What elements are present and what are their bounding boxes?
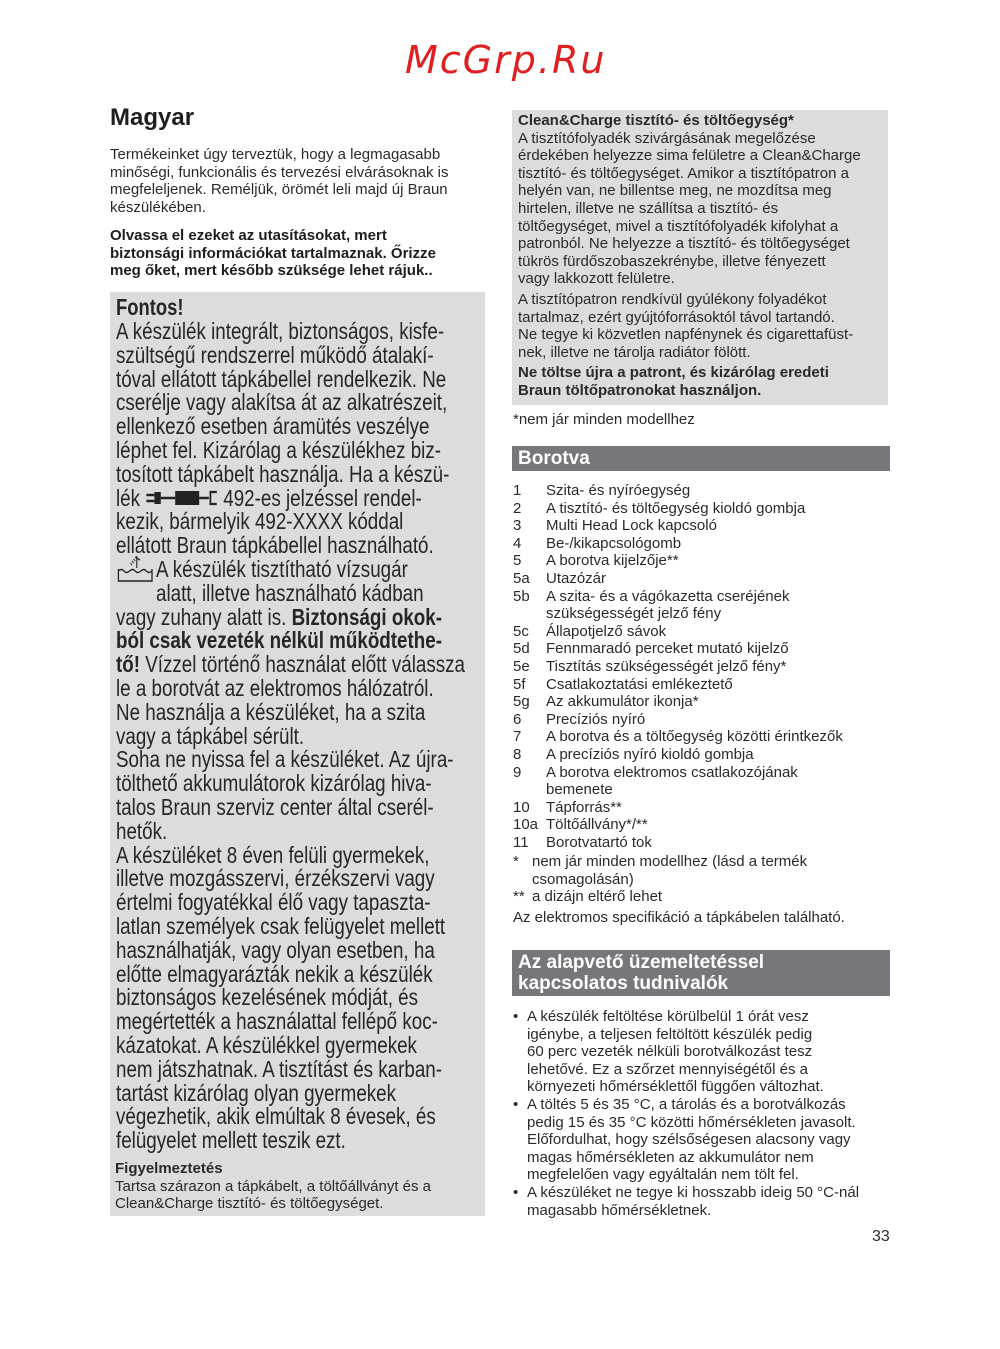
part-number: 8 (513, 745, 522, 763)
text-line: megfeleljenek. Reméljük, örömét leli majd új Braun (110, 181, 448, 199)
text-line: tartást kizárólag olyan gyermekek (116, 1079, 397, 1106)
text-line: hirtelen, illetve ne szállítsa a tisztító- és (518, 199, 779, 217)
text-line: nek, illetve ne tárolja radiátor fölött. (518, 343, 751, 361)
part-item (513, 570, 843, 588)
text-line: cserélje vagy alakítsa át az alkatrészeit, (116, 389, 448, 416)
text-line: A szita- és a vágókazetta cseréjének (546, 587, 790, 605)
text-line: előtte elmagyarázták nekik a készülék (116, 960, 433, 987)
text-line (116, 579, 484, 606)
part-number: 5b (513, 587, 530, 605)
important-text (116, 320, 484, 1153)
part-label (546, 658, 786, 676)
text-line: tisztító- és töltőegységet. Amikor a tisztítópatron a (518, 164, 849, 182)
part-label (546, 728, 843, 746)
clean-charge-box (512, 110, 888, 405)
part-label (546, 535, 681, 553)
part-label (546, 799, 622, 817)
watermark: McGrp.Ru (405, 38, 607, 82)
clean-charge-heading: Clean&Charge tisztító- és töltőegység* (518, 112, 794, 129)
bullet-icon: • (513, 1095, 519, 1113)
text-line: 60 perc vezeték nélküli borotválkozást tesz (527, 1043, 813, 1061)
part-number: 2 (513, 499, 522, 517)
part-item (513, 746, 843, 764)
text-line: vagy a tápkábel sérült. (116, 722, 305, 749)
part-number: 11 (513, 833, 529, 851)
text-line: Csatlakoztatási emlékeztető (546, 675, 733, 693)
text-line: kázatokat. A készülékkel gyermekek (116, 1031, 417, 1058)
text-line: Töltőállvány*/** (546, 816, 648, 834)
text-line: tartalmaz, ezért gyújtóforrásoktól távol tartandó. (518, 308, 835, 326)
text-line: Szita- és nyíróegység (546, 482, 691, 499)
part-item (513, 640, 843, 658)
clean-charge-paragraph-3 (518, 364, 861, 399)
text-line: illetve mozgásszervi, érzékszervi vagy (116, 865, 435, 892)
part-label (546, 588, 789, 623)
indent (116, 587, 156, 601)
text-line: használhatják, vagy olyan esetben, ha (116, 936, 435, 963)
text-line: végezhetik, akik elmúltak 8 évesek, és (116, 1103, 436, 1130)
text-line: nem játszhatnak. A tisztítást és karban- (116, 1055, 443, 1082)
important-safety-box (110, 292, 485, 1216)
text-line: léphet fel. Kizárólag a készülékhez biz- (116, 436, 441, 463)
parts-list (513, 482, 843, 851)
text-line: patronból. Ne helyezze a tisztító- és töltőegységet (518, 235, 850, 253)
text-line: szültségű rendszerrel működő átalakí- (116, 341, 434, 368)
text-line (116, 484, 484, 511)
text-line: tosított tápkábelt használja. Ha a készü- (116, 460, 450, 487)
text-line: helyén van, ne billentse meg, ne mozdítsa meg (518, 182, 832, 200)
text-line: kapcsolatos tudnivalók (518, 973, 729, 994)
part-item (513, 517, 843, 535)
part-label (546, 570, 606, 588)
text-line: Borotvatartó tok (546, 833, 652, 851)
part-item (513, 588, 843, 623)
part-label (546, 482, 690, 500)
text-line: megfelelően vagy egyáltalán nem tölt fel. (527, 1166, 799, 1184)
text-line: A borotva kijelzője** (546, 552, 679, 570)
text-segment: lék (116, 484, 141, 511)
part-number: 5e (513, 657, 530, 675)
part-label (546, 834, 652, 852)
water-bath-icon (116, 563, 156, 577)
text-line: igénybe, a teljesen feltöltött készülék pedig (527, 1025, 813, 1043)
bullet-icon: • (513, 1183, 519, 1201)
text-line: csomagolásán) (532, 870, 634, 888)
text-line: Ne használja a készüléket, ha a szita (116, 698, 426, 725)
part-item (513, 799, 843, 817)
text-line: kezik, bármelyik 492-XXXX kóddal (116, 508, 404, 535)
warning-heading: Figyelmeztetés (115, 1160, 223, 1177)
part-item (513, 552, 843, 570)
part-number: 5a (513, 569, 530, 587)
text-line: Braun töltőpatronokat használjon. (518, 381, 762, 399)
part-number: 7 (513, 728, 522, 746)
text-line (116, 555, 484, 582)
page-title: Magyar (110, 104, 195, 131)
text-line: Multi Head Lock kapcsoló (546, 517, 717, 535)
text-line: Az alapvető üzemeltetéssel (518, 952, 765, 973)
bullet-text (527, 1184, 859, 1219)
text-line: tükrös fürdőszobaszekrénybe, illetve fényezett (518, 252, 826, 270)
part-label (546, 746, 754, 764)
text-line: Állapotjelző sávok (546, 622, 667, 640)
part-number: 9 (513, 763, 522, 781)
text-line: hetők. (116, 817, 168, 844)
footnote-text (532, 853, 807, 888)
text-line: bemenete (546, 781, 613, 799)
text-line: A tisztító- és töltőegység kioldó gombja (546, 499, 806, 517)
text-line (116, 629, 484, 653)
text-line: A készülék feltöltése körülbelül 1 órát vesz (527, 1008, 809, 1025)
text-line: A töltés 5 és 35 °C, a tárolás és a borotválkozás (527, 1095, 846, 1113)
part-item (513, 728, 843, 746)
part-number: 10 (513, 798, 530, 816)
text-line: pedig 15 és 35 °C közötti hőmérsékleten javasolt. (527, 1113, 856, 1131)
text-line: A készüléket 8 éven felüli gyermekek, (116, 841, 430, 868)
warning-section (115, 1160, 431, 1213)
part-item (513, 658, 843, 676)
text-line: Clean&Charge tisztító- és töltőegységet. (115, 1195, 384, 1213)
part-item (513, 693, 843, 711)
part-item (513, 816, 843, 834)
section-heading-borotva: Borotva (512, 446, 890, 471)
parts-footnotes (513, 853, 845, 926)
text-line: ellátott Braun tápkábellel használható. (116, 532, 434, 559)
text-line: magasabb hőmérsékletnek. (527, 1201, 712, 1219)
text-line (116, 653, 484, 677)
text-line: környezeti hőmérséklettől függően változhat. (527, 1078, 824, 1096)
part-number: 10a (513, 816, 539, 834)
important-heading: Fontos! (116, 294, 184, 320)
text-line: Soha ne nyissa fel a készüléket. Az újra- (116, 746, 454, 773)
intro-paragraph (110, 146, 490, 216)
text-line: tölthető akkumulátorok kizárólag hiva- (116, 770, 432, 797)
part-number: 5f (513, 675, 526, 693)
text-segment: vagy zuhany alatt is. (116, 603, 292, 630)
text-line: értelmi fogyatékkal élő vagy tapaszta- (116, 889, 431, 916)
model-footnote: *nem jár minden modellhez (513, 411, 695, 428)
warning-text (115, 1178, 431, 1213)
bold-text: tő! (116, 651, 141, 678)
text-segment: 492-es jelzéssel rendel- (223, 484, 422, 511)
text-line: biztonsági információkat tartalmaznak. Őrizze (110, 244, 436, 262)
bullet-icon: • (513, 1008, 519, 1025)
electrical-spec-note: Az elektromos specifikáció a tápkábelen található. (513, 908, 845, 926)
text-line: biztonságos kezelésének módját, és (116, 984, 419, 1011)
bullet-item (513, 1096, 859, 1184)
part-number: 5d (513, 640, 530, 658)
text-line: vagy lakkozott felületre. (518, 270, 675, 288)
bullet-text (527, 1096, 856, 1184)
text-line: Precíziós nyíró (546, 710, 646, 728)
part-label (546, 676, 733, 694)
part-label (546, 517, 717, 535)
text-line: meg őket, mert később szüksége lehet rájuk.. (110, 262, 433, 280)
bullet-item (513, 1008, 859, 1096)
text-line: lehetővé. Ez a szőrzet mennyiségétől és a (527, 1060, 808, 1078)
text-line: a dizájn eltérő lehet (532, 888, 663, 906)
footnote (513, 853, 845, 888)
part-item (513, 623, 843, 641)
text-line: készülékében. (110, 198, 206, 216)
text-line: A borotva elektromos csatlakozójának (546, 763, 798, 781)
text-line: le a borotvát az elektromos hálózatról. (116, 674, 434, 701)
part-number: 4 (513, 534, 522, 552)
text-line: érdekében helyezze sima felületre a Clean&Charge (518, 147, 861, 165)
text-line: töltőegységet, mivel a tisztítófolyadék kifolyhat a (518, 217, 839, 235)
text-line: latlan személyek csak felügyelet mellett (116, 912, 446, 939)
section-heading-basics (512, 950, 890, 996)
text-line: felügyelet mellett teszik ezt. (116, 1127, 346, 1154)
part-item (513, 482, 843, 500)
part-label (546, 816, 648, 834)
part-item (513, 535, 843, 553)
text-segment: A készülék tisztítható vízsugár (156, 555, 408, 582)
footnote (513, 888, 845, 906)
footnote-marker: * (513, 853, 519, 870)
footnote-marker: ** (513, 888, 525, 906)
basics-bullet-list (513, 1008, 859, 1219)
clean-charge-paragraph-2 (518, 291, 861, 361)
part-number: 5c (513, 622, 529, 640)
text-line: Fennmaradó perceket mutató kijelző (546, 640, 789, 658)
text-line: Tisztítás szükségességét jelző fény* (546, 657, 787, 675)
text-line: Termékeinket úgy terveztük, hogy a legmagasabb (110, 146, 441, 163)
text-line: minőségi, funkcionális és tervezési elvárásoknak is (110, 163, 449, 181)
text-line: Előfordulhat, hogy szélsőségesen alacsony vagy (527, 1131, 851, 1149)
text-line: Be-/kikapcsológomb (546, 534, 682, 552)
text-line: Utazózár (546, 569, 607, 587)
part-item (513, 834, 843, 852)
text-line: A készülék integrált, biztonságos, kisfe- (116, 318, 445, 344)
text-line: Olvassa el ezeket az utasításokat, mert (110, 227, 387, 244)
power-cord-symbol-icon (145, 492, 219, 506)
part-number: 3 (513, 517, 522, 535)
text-line: talos Braun szerviz center által cserél- (116, 793, 434, 820)
text-line: A készüléket ne tegye ki hosszabb ideig 50 °C-nál (527, 1183, 860, 1201)
text-line: megértették a használattal fellépő koc- (116, 1008, 438, 1035)
text-line: szükségességét jelző fény (546, 605, 722, 623)
text-line: A tisztítófolyadék szivárgásának megelőzése (518, 129, 816, 147)
bullet-item (513, 1184, 859, 1219)
part-item (513, 711, 843, 729)
part-label (546, 711, 645, 729)
part-label (546, 623, 666, 641)
part-item (513, 676, 843, 694)
part-label (546, 693, 699, 711)
text-segment: alatt, illetve használható kádban (156, 579, 424, 606)
part-item (513, 764, 843, 799)
part-number: 5 (513, 552, 522, 570)
text-line: Ne tegye ki közvetlen napfénynek és cigarettafüst- (518, 326, 854, 344)
part-number: 6 (513, 710, 522, 728)
part-number: 5g (513, 693, 530, 711)
bullet-text (527, 1008, 824, 1096)
bold-text: ból csak vezeték nélkül működtethe- (116, 627, 442, 654)
text-line: Ne töltse újra a patront, és kizárólag eredeti (518, 364, 829, 382)
page-number: 33 (872, 1228, 890, 1245)
clean-charge-paragraph-1 (518, 130, 861, 288)
text-line: A precíziós nyíró kioldó gombja (546, 745, 754, 763)
text-segment: Vízzel történő használat előtt válassza (140, 651, 466, 678)
text-line: magas hőmérsékleten az akkumulátor nem (527, 1148, 814, 1166)
text-line: tóval ellátott tápkábellel rendelkezik. Ne (116, 365, 447, 392)
part-label (546, 552, 679, 570)
read-instructions-warning (110, 227, 490, 280)
part-label (546, 500, 805, 518)
text-line: A borotva és a töltőegység közötti érintkezők (546, 728, 843, 746)
part-label (546, 640, 789, 658)
text-line: A tisztítópatron rendkívül gyúlékony folyadékot (518, 290, 827, 308)
text-line: Tápforrás** (546, 798, 622, 816)
text-line: ellenkező esetben áramütés veszélye (116, 413, 430, 440)
text-line (116, 603, 484, 630)
text-line: Az akkumulátor ikonja* (546, 693, 699, 711)
part-item (513, 500, 843, 518)
footnote-text (532, 888, 662, 906)
bold-text: Biztonsági okok- (291, 603, 442, 630)
part-number: 1 (513, 482, 522, 499)
text-line: nem jár minden modellhez (lásd a termék (532, 853, 808, 870)
part-label (546, 764, 798, 799)
text-line: Tartsa szárazon a tápkábelt, a töltőállványt és a (115, 1177, 432, 1195)
